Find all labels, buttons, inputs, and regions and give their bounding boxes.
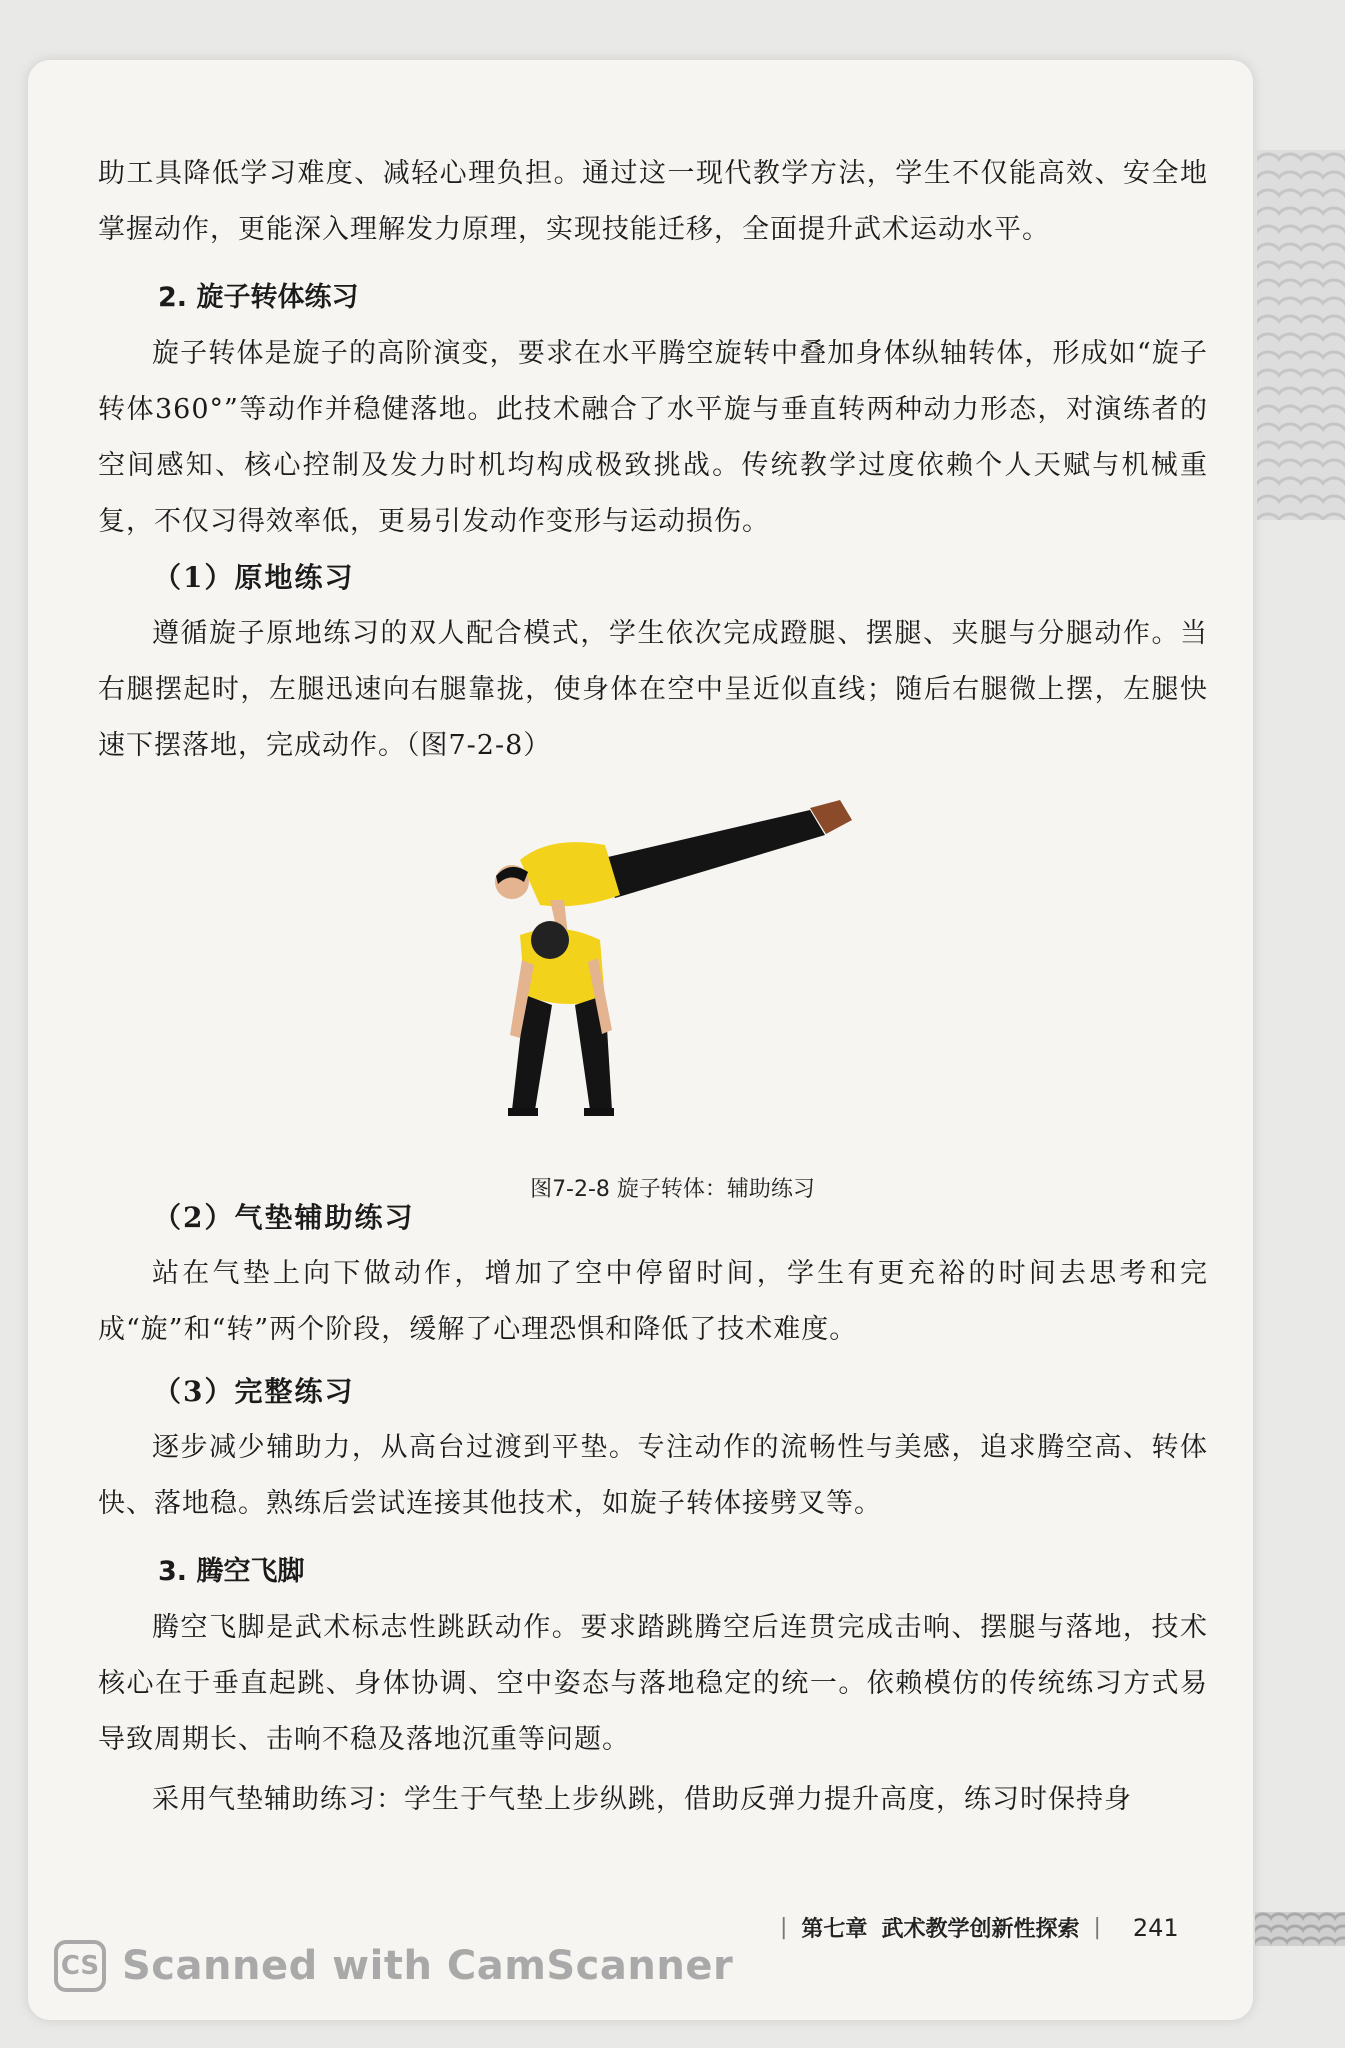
flying-athlete-shirt [520, 842, 620, 906]
page-footer: | 第七章 武术教学创新性探索 | 241 [780, 1913, 1179, 1942]
page-number: 241 [1132, 1913, 1179, 1942]
section-heading-2: 2. 旋子转体练习 [158, 282, 359, 313]
flying-athlete [495, 800, 852, 935]
decorative-wave-pattern [1257, 150, 1345, 520]
subheading-2: （2）气垫辅助练习 [153, 1201, 415, 1234]
sub1-paragraph: 遵循旋子原地练习的双人配合模式，学生依次完成蹬腿、摆腿、夹腿与分腿动作。当右腿摆起时，左腿迅速向右腿靠拢，使身体在空中呈近似直线；随后右腿微上摆，左腿快速下摆落地，完成动作。（图7-2-8） [98, 618, 1208, 761]
subheading-3: （3）完整练习 [153, 1375, 355, 1408]
flying-athlete-legs [595, 810, 825, 898]
footer-chapter: 第七章 [801, 1917, 868, 1942]
camscanner-logo-icon: CS [54, 1940, 106, 1992]
support-athlete-head [531, 921, 569, 959]
scanner-watermark [54, 1940, 733, 1992]
sub3-paragraph: 逐步减少辅助力，从高台过渡到平垫。专注动作的流畅性与美感，追求腾空高、转体快、落地稳。熟练后尝试连接其他技术，如旋子转体接劈叉等。 [98, 1432, 1208, 1519]
footer-title: 武术教学创新性探索 [881, 1917, 1080, 1942]
watermark-text: Scanned with CamScanner [122, 1943, 734, 1989]
page-text [98, 146, 1208, 774]
footer-wave-pattern [1255, 1912, 1345, 1946]
figure-assisted-practice-illustration [480, 790, 900, 1160]
section-heading-3: 3. 腾空飞脚 [158, 1556, 305, 1587]
section2-intro: 旋子转体是旋子的高阶演变，要求在水平腾空旋转中叠加身体纵轴转体，形成如“旋子转体360°”等动作并稳健落地。此技术融合了水平旋与垂直转两种动力形态，对演练者的空间感知、核心控制及发力时机均构成极致挑战。传统教学过度依赖个人天赋与机械重复，不仅习得效率低，更易引发动作变形与运动损伤。 [98, 338, 1208, 537]
support-athlete [508, 921, 614, 1116]
sub2-paragraph: 站在气垫上向下做动作，增加了空中停留时间，学生有更充裕的时间去思考和完成“旋”和“转”两个阶段，缓解了心理恐惧和降低了技术难度。 [98, 1258, 1208, 1345]
page-text-lower [98, 1190, 1208, 1828]
section3-paragraph-1: 腾空飞脚是武术标志性跳跃动作。要求踏跳腾空后连贯完成击响、摆腿与落地，技术核心在于垂直起跳、身体协调、空中姿态与落地稳定的统一。依赖模仿的传统练习方式易导致周期长、击响不稳及落地沉重等问题。 [98, 1612, 1208, 1755]
subheading-1: （1）原地练习 [153, 561, 355, 594]
paragraph-continued: 助工具降低学习难度、减轻心理负担。通过这一现代教学方法，学生不仅能高效、安全地掌握动作，更能深入理解发力原理，实现技能迁移，全面提升武术运动水平。 [98, 158, 1208, 245]
section3-paragraph-2: 采用气垫辅助练习：学生于气垫上步纵跳，借助反弹力提升高度，练习时保持身 [152, 1784, 1132, 1815]
figure-caption: 图7-2-8 旋子转体：辅助练习 [530, 1177, 815, 1202]
